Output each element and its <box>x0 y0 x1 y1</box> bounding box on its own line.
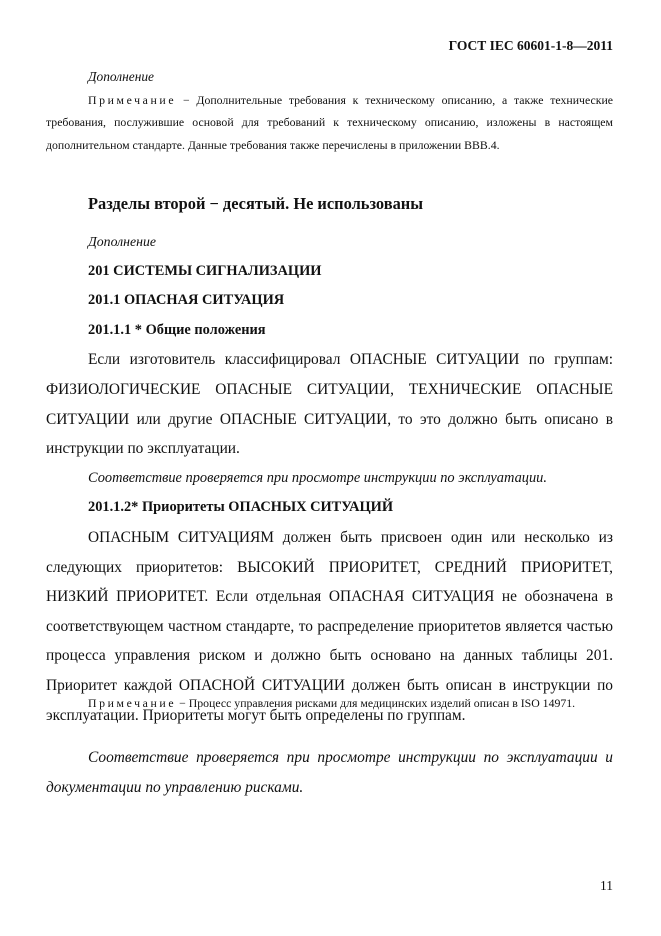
supplement-label: Дополнение <box>88 69 154 84</box>
compliance-check-final: Соответствие проверяется при просмотре инструкции по эксплуатации и документации по управлению рисками. <box>46 749 613 796</box>
note-text-2: − Процесс управления рисками для медицинских изделий описан в ISO 14971. <box>176 696 576 710</box>
heading-201-1: 201.1 ОПАСНАЯ СИТУАЦИЯ <box>88 292 285 309</box>
page-number: 11 <box>600 878 613 893</box>
heading-201-1-1: 201.1.1 * Общие положения <box>88 321 266 338</box>
main-body <box>46 227 613 730</box>
section-heading: Разделы второй − десятый. Не использованы <box>88 194 424 213</box>
heading-201: 201 СИСТЕМЫ СИГНАЛИЗАЦИИ <box>88 262 322 279</box>
paragraph-general: Если изготовитель классифицировал ОПАСНЫЕ СИТУАЦИИ по группам: ФИЗИОЛОГИЧЕСКИЕ ОПАСНЫЕ СИТУАЦИИ, ТЕХНИЧЕСКИЕ ОПАСНЫЕ СИТУАЦИИ или другие ОПАСНЫЕ СИТУАЦИИ, то это должно быть описано в инструкции по эксплуатации. <box>46 351 613 458</box>
compliance-check-1: Соответствие проверяется при просмотре инструкции по эксплуатации. <box>88 469 547 486</box>
note-text: − Дополнительные требования к техническому описанию, а также технические требования, послужившие основой для требований к техническому описанию, изложены в настоящем дополнительном стандарте. Данные требования также перечислены в приложении ВВВ.4. <box>46 92 613 152</box>
supplement-label-2: Дополнение <box>88 234 156 249</box>
note-word-2: Примечание <box>88 696 177 710</box>
note-word: Примечание <box>88 92 177 107</box>
document-code-header: ГОСТ IEC 60601-1-8—2011 <box>448 38 613 53</box>
supplement-note-block <box>46 66 613 156</box>
note-paragraph <box>46 89 613 157</box>
paragraph-priorities: ОПАСНЫМ СИТУАЦИЯМ должен быть присвоен один или несколько из следующих приоритетов: ВЫСОКИЙ ПРИОРИТЕТ, СРЕДНИЙ ПРИОРИТЕТ, НИЗКИЙ ПРИОРИТЕТ. Если отдельная ОПАСНАЯ СИТУАЦИЯ не обозначена в соответствующем частном стандарте, то распределение приоритетов является частью процесса управления риском и должно быть основано на данных таблицы 201. Приоритет каждой ОПАСНОЙ СИТУАЦИИ должен быть описан в инструкции по эксплуатации. Приоритеты могут быть определены по группам. <box>46 528 613 724</box>
heading-201-1-2: 201.1.2* Приоритеты ОПАСНЫХ СИТУАЦИЙ <box>88 499 394 516</box>
note-risk-management <box>46 692 613 715</box>
